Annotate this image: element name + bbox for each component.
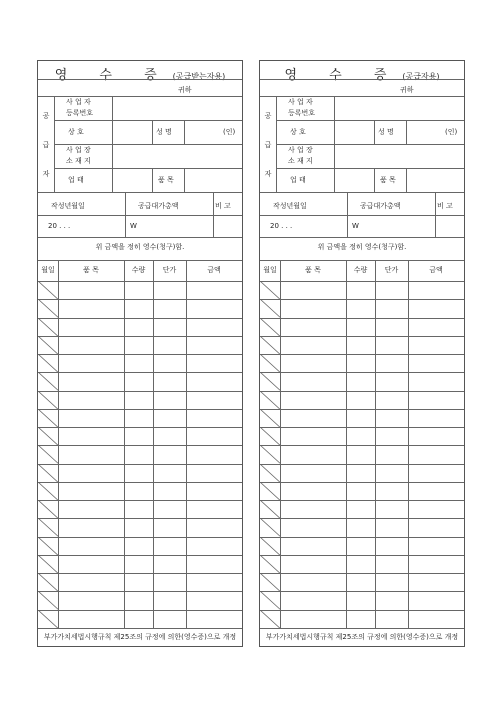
date-value: 20 . . . <box>48 222 71 230</box>
table-rule <box>260 79 464 80</box>
table-rule <box>260 555 464 556</box>
receipt-copy-type: (공급자용) <box>402 72 440 81</box>
column-header: 단가 <box>162 266 177 274</box>
table-rule <box>38 537 242 538</box>
date-cell-diagonal <box>38 409 58 427</box>
date-cell-diagonal <box>38 573 58 591</box>
receipt-copy-type: (공급받는자용) <box>172 72 226 81</box>
receipt-footer-note: 부가가치세법시행규칙 제25조의 규정에 의한(영수증)으로 개정 <box>265 633 459 641</box>
table-rule <box>276 168 464 169</box>
supplier-label-char: 공 <box>264 112 272 120</box>
date-cell-diagonal <box>260 409 280 427</box>
currency-symbol: W <box>352 222 359 230</box>
supplier-label-char: 자 <box>42 170 50 178</box>
date-cell-diagonal <box>38 518 58 536</box>
table-rule <box>38 464 242 465</box>
date-cell-diagonal <box>260 336 280 354</box>
date-label: 작성년월일 <box>273 202 307 210</box>
table-rule <box>38 518 242 519</box>
reg-no-label-line: 등록번호 <box>66 109 94 117</box>
receipt-title-text: 영 수 증 <box>54 68 171 83</box>
column-header: 단가 <box>384 266 399 274</box>
table-rule <box>184 168 185 192</box>
date-cell-diagonal <box>260 518 280 536</box>
table-rule <box>184 120 185 144</box>
receipt-footer-note: 부가가치세법시행규칙 제25조의 규정에 의한(영수증)으로 개정 <box>43 633 237 641</box>
address-label-line: 사 업 장 <box>288 146 313 154</box>
table-rule <box>374 120 375 144</box>
supplier-label-char: 공 <box>42 112 50 120</box>
column-header: 수량 <box>131 266 146 274</box>
date-cell-diagonal <box>260 318 280 336</box>
receipt-title <box>260 64 464 83</box>
company-label: 상 호 <box>290 128 306 136</box>
table-rule <box>38 573 242 574</box>
honorific-label: 귀하 <box>178 86 192 94</box>
date-cell-diagonal <box>260 299 280 317</box>
table-rule <box>38 354 242 355</box>
table-rule <box>260 573 464 574</box>
company-label: 상 호 <box>68 128 84 136</box>
date-value: 20 . . . <box>270 222 293 230</box>
reg-no-label-line: 사 업 자 <box>66 98 91 106</box>
date-cell-diagonal <box>260 555 280 573</box>
date-cell-diagonal <box>38 391 58 409</box>
column-header: 품 목 <box>83 266 99 274</box>
seal-label: (인) <box>223 128 236 136</box>
column-header: 품 목 <box>305 266 321 274</box>
table-rule <box>260 281 464 282</box>
column-header: 금액 <box>207 266 221 274</box>
table-rule <box>260 445 464 446</box>
table-rule <box>38 79 242 80</box>
table-rule <box>38 427 242 428</box>
receipt-supplier-copy <box>259 60 465 647</box>
table-rule <box>260 237 464 238</box>
date-cell-diagonal <box>38 591 58 609</box>
table-rule <box>260 372 464 373</box>
date-cell-diagonal <box>38 555 58 573</box>
date-cell-diagonal <box>260 610 280 628</box>
date-cell-diagonal <box>38 537 58 555</box>
table-rule <box>152 120 153 144</box>
note-label: 비 고 <box>437 202 453 210</box>
table-rule <box>406 120 407 144</box>
supplier-label-char: 자 <box>264 170 272 178</box>
receipt-statement: 위 금액을 정히 영수(청구)함. <box>95 243 185 251</box>
honorific-label: 귀하 <box>400 86 414 94</box>
table-rule <box>152 168 153 192</box>
table-rule <box>38 372 242 373</box>
date-cell-diagonal <box>38 336 58 354</box>
receipt-statement: 위 금액을 정히 영수(청구)함. <box>317 243 407 251</box>
date-cell-diagonal <box>38 445 58 463</box>
table-rule <box>38 555 242 556</box>
column-header: 월일 <box>263 266 277 274</box>
date-cell-diagonal <box>260 281 280 299</box>
receipt-title <box>38 64 242 83</box>
table-rule <box>260 628 464 629</box>
table-rule <box>260 215 464 216</box>
table-rule <box>260 610 464 611</box>
date-cell-diagonal <box>260 427 280 445</box>
table-rule <box>260 409 464 410</box>
supplier-label-char: 급 <box>42 141 50 149</box>
table-rule <box>38 260 242 261</box>
table-rule <box>260 299 464 300</box>
date-cell-diagonal <box>260 445 280 463</box>
date-cell-diagonal <box>260 591 280 609</box>
address-label-line: 소 재 지 <box>66 157 91 165</box>
table-rule <box>260 500 464 501</box>
table-rule <box>38 192 242 193</box>
address-label-line: 사 업 장 <box>66 146 91 154</box>
date-cell-diagonal <box>38 354 58 372</box>
reg-no-label-line: 사 업 자 <box>288 98 313 106</box>
table-rule <box>38 391 242 392</box>
table-rule <box>38 482 242 483</box>
table-rule <box>38 299 242 300</box>
table-rule <box>276 120 464 121</box>
receipt-title-text: 영 수 증 <box>284 68 401 83</box>
date-cell-diagonal <box>38 610 58 628</box>
column-header: 월일 <box>41 266 55 274</box>
date-cell-diagonal <box>260 372 280 390</box>
table-rule <box>54 168 242 169</box>
table-rule <box>38 500 242 501</box>
table-rule <box>260 427 464 428</box>
table-rule <box>38 215 242 216</box>
table-rule <box>38 409 242 410</box>
total-amount-label: 공급대가총액 <box>138 202 179 210</box>
table-rule <box>38 318 242 319</box>
table-rule <box>38 336 242 337</box>
table-rule <box>276 144 464 145</box>
name-label: 성 명 <box>156 128 172 136</box>
seal-label: (인) <box>445 128 458 136</box>
business-type-label: 업 태 <box>68 176 84 184</box>
date-cell-diagonal <box>38 299 58 317</box>
currency-symbol: W <box>130 222 137 230</box>
date-cell-diagonal <box>260 354 280 372</box>
column-header: 금액 <box>429 266 443 274</box>
date-cell-diagonal <box>260 391 280 409</box>
date-cell-diagonal <box>260 500 280 518</box>
total-amount-label: 공급대가총액 <box>360 202 401 210</box>
date-cell-diagonal <box>38 281 58 299</box>
date-cell-diagonal <box>260 537 280 555</box>
table-rule <box>260 96 464 97</box>
name-label: 성 명 <box>378 128 394 136</box>
date-cell-diagonal <box>260 482 280 500</box>
table-rule <box>260 336 464 337</box>
table-rule <box>260 260 464 261</box>
address-label-line: 소 재 지 <box>288 157 313 165</box>
date-cell-diagonal <box>38 318 58 336</box>
date-cell-diagonal <box>38 500 58 518</box>
table-rule <box>260 464 464 465</box>
table-rule <box>54 144 242 145</box>
table-rule <box>38 610 242 611</box>
reg-no-label-line: 등록번호 <box>288 109 316 117</box>
table-rule <box>260 354 464 355</box>
date-cell-diagonal <box>38 464 58 482</box>
table-rule <box>374 168 375 192</box>
table-rule <box>406 168 407 192</box>
table-rule <box>38 96 242 97</box>
table-rule <box>260 591 464 592</box>
table-rule <box>38 237 242 238</box>
receipt-customer-copy <box>37 60 243 647</box>
table-rule <box>38 445 242 446</box>
date-cell-diagonal <box>38 427 58 445</box>
table-rule <box>260 391 464 392</box>
table-rule <box>54 120 242 121</box>
table-rule <box>38 628 242 629</box>
item-category-label: 품 목 <box>380 176 396 184</box>
table-rule <box>260 482 464 483</box>
date-label: 작성년월일 <box>51 202 85 210</box>
business-type-label: 업 태 <box>290 176 306 184</box>
note-label: 비 고 <box>215 202 231 210</box>
table-rule <box>260 318 464 319</box>
table-rule <box>260 518 464 519</box>
supplier-label-char: 급 <box>264 141 272 149</box>
table-rule <box>38 281 242 282</box>
date-cell-diagonal <box>260 573 280 591</box>
date-cell-diagonal <box>38 372 58 390</box>
table-rule <box>260 192 464 193</box>
column-header: 수량 <box>353 266 368 274</box>
table-rule <box>38 591 242 592</box>
date-cell-diagonal <box>38 482 58 500</box>
date-cell-diagonal <box>260 464 280 482</box>
item-category-label: 품 목 <box>158 176 174 184</box>
table-rule <box>260 537 464 538</box>
